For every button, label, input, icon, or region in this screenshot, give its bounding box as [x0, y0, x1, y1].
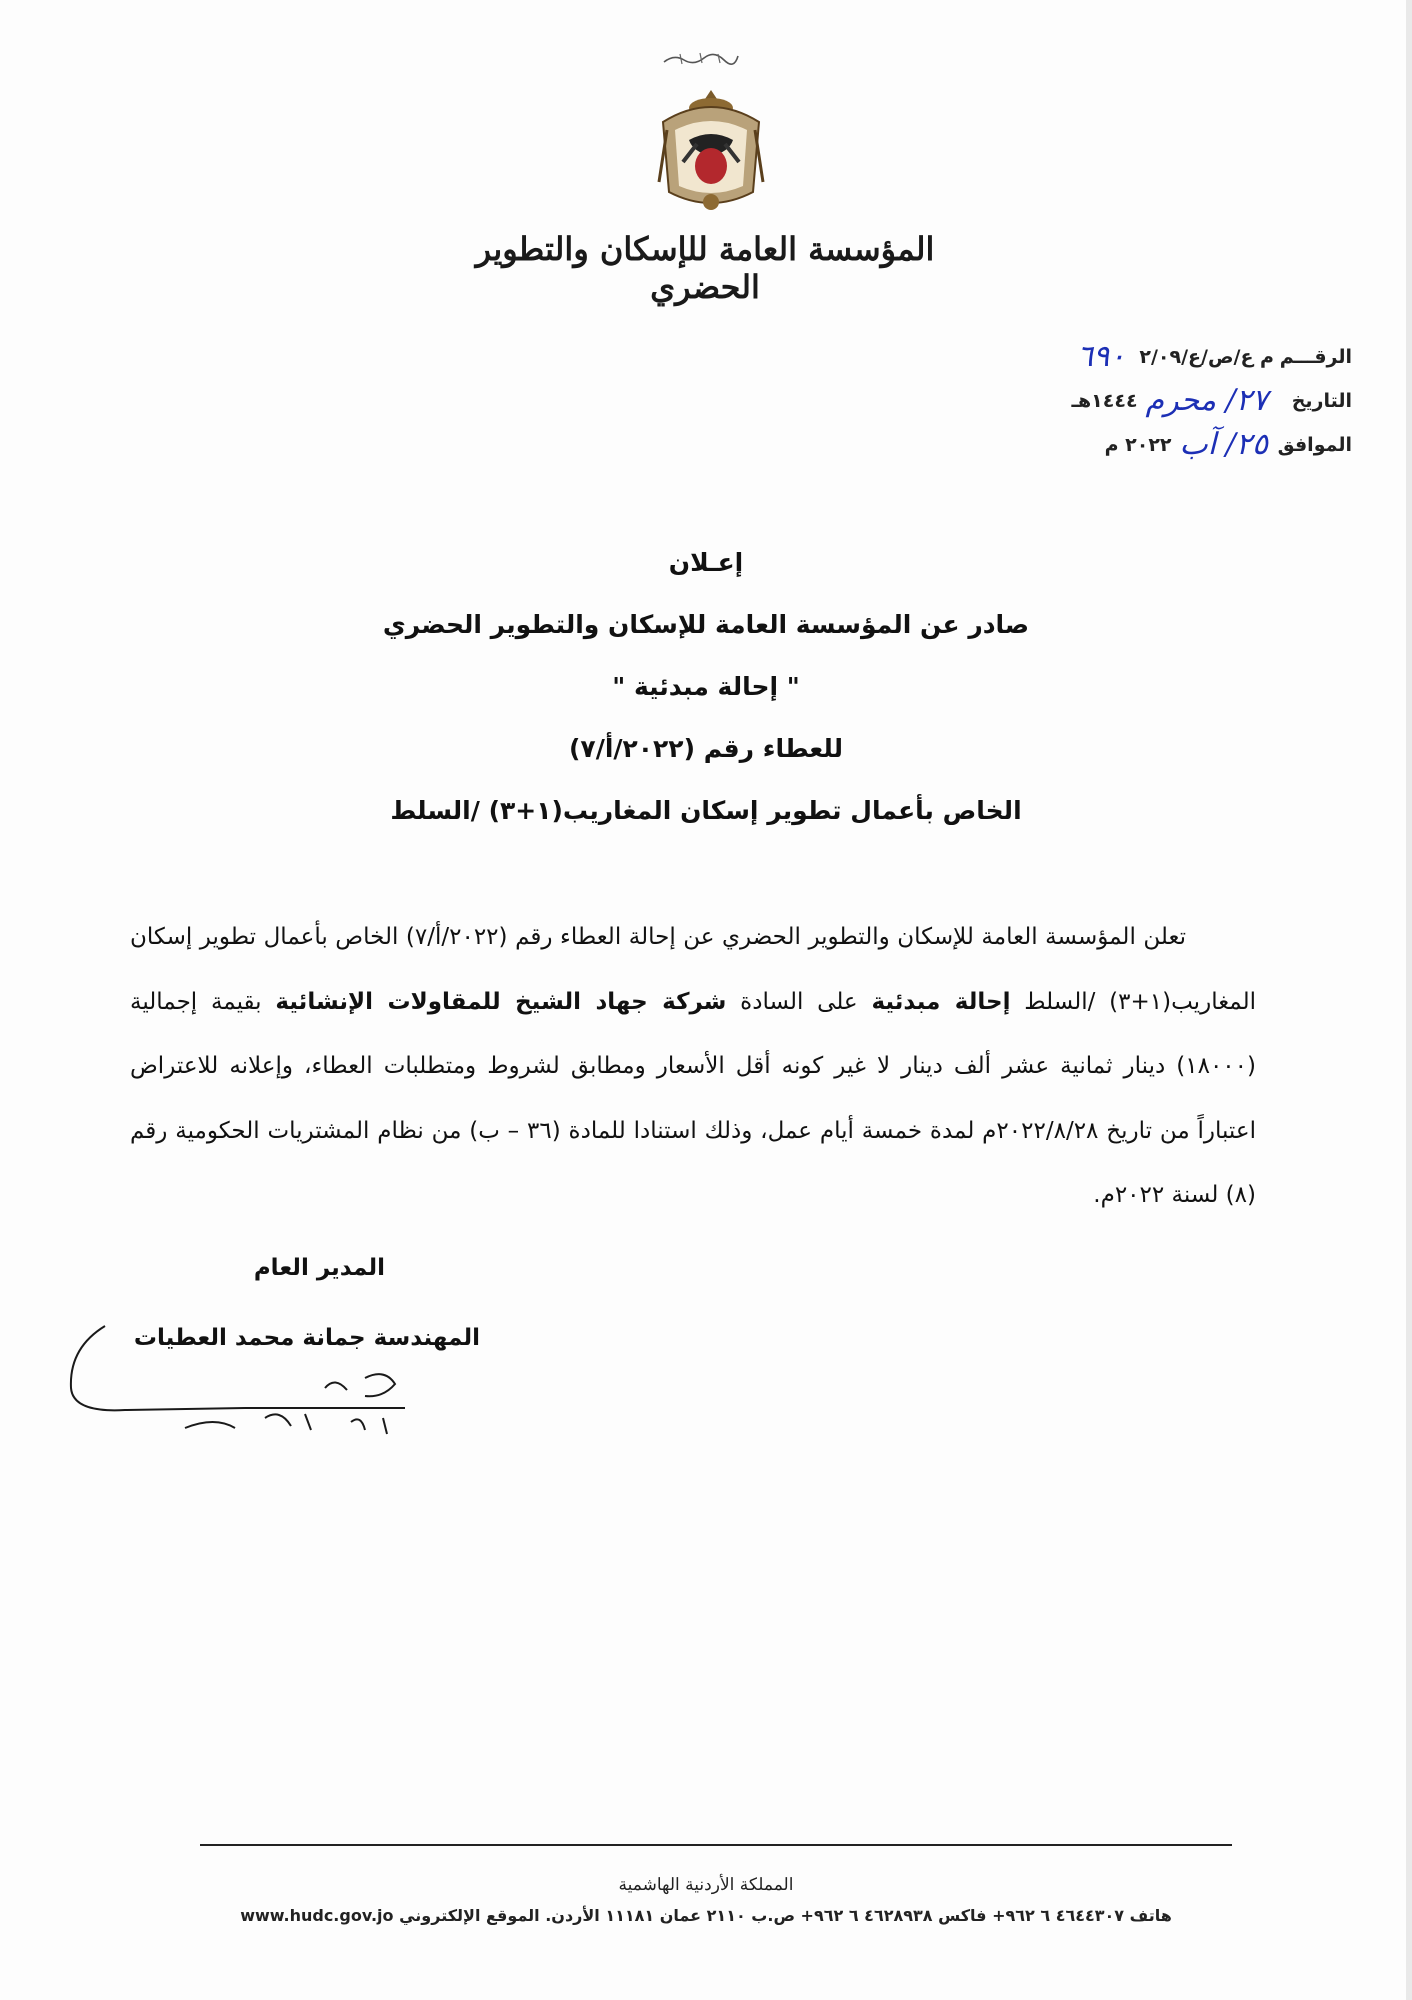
- footer-contact: [0, 1906, 1412, 1925]
- footer-country: المملكة الأردنية الهاشمية: [618, 1875, 794, 1895]
- reference-number-value: م ع/ص/ع/٢/٠٩: [1139, 346, 1274, 368]
- reference-block: [932, 335, 1352, 467]
- announcement-body: [130, 905, 1256, 1228]
- body-paragraph: [130, 905, 1256, 1228]
- body-bold-company: شركة جهاد الشيخ للمقاولات الإنشائية: [275, 988, 727, 1015]
- tender-number: للعطاء رقم (٢٠٢٢/أ/٧): [568, 734, 844, 763]
- body-bold-award: إحالة مبدئية: [871, 988, 1011, 1015]
- footer-divider: [200, 1844, 1232, 1846]
- crest-caption-calligraphy: [660, 48, 740, 68]
- reference-number-handwritten: ٦٩٠: [1077, 339, 1126, 374]
- jordan-royal-crest-icon: [653, 82, 769, 222]
- body-part-2: على السادة: [726, 988, 872, 1015]
- footer-contact-text: هاتف ٤٦٤٤٣٠٧ ٦ ٩٦٢+ فاكس ٤٦٢٨٩٣٨ ٦ ٩٦٢+ ص.ب ٢١١٠ عمان ١١١٨١ الأردن. الموقع الإلكتروني: [399, 1906, 1172, 1925]
- reference-gregorian-row: [932, 423, 1352, 467]
- page-edge-shadow: [1406, 0, 1412, 2000]
- reference-number-row: [932, 335, 1352, 379]
- body-part-1: تعلن المؤسسة العامة للإسكان والتطوير الحضري عن إحالة العطاء رقم (٢٠٢٢/أ/٧) الخاص بأعمال تطوير إسكان المغاريب(١+٣) /السلط: [130, 924, 1256, 1015]
- footer-website-link[interactable]: www.hudc.gov.jo: [240, 1906, 394, 1925]
- reference-hijri-row: [932, 379, 1352, 423]
- organization-title: المؤسسة العامة للإسكان والتطوير الحضري: [475, 230, 935, 306]
- announcement-issuer: صادر عن المؤسسة العامة للإسكان والتطوير الحضري: [382, 610, 1030, 639]
- announcement-heading: إعـلان: [668, 548, 744, 577]
- body-part-3: بقيمة إجمالية (١٨٠٠٠) دينار ثمانية عشر ألف دينار لا غير كونه أقل الأسعار ومطابق لشروط ومتطلبات العطاء، وإعلانه للاعتراض اعتباراً من تاريخ ٢٠٢٢/٨/٢٨م لمدة خمسة أيام عمل، وذلك استنادا للمادة (٣٦ – ب) من نظام المشتريات الحكومية رقم (٨) لسنة ٢٠٢٢م.: [130, 988, 1256, 1208]
- project-title: الخاص بأعمال تطوير إسكان المغاريب(١+٣) /السلط: [390, 796, 1022, 825]
- reference-number-label: الرقـــم: [1279, 346, 1352, 368]
- announcement-subject: " إحالة مبدئية ": [612, 672, 800, 701]
- handwritten-signature: [65, 1318, 445, 1438]
- announcement-titles: [0, 532, 1412, 842]
- reference-date-label: التاريخ: [1291, 390, 1352, 412]
- reference-gregorian-year: ٢٠٢٢ م: [1104, 434, 1172, 456]
- signature-title: المدير العام: [253, 1255, 385, 1281]
- reference-hijri-handwritten: ٢٧/ محرم: [1145, 383, 1268, 418]
- signature-name: المهندسة جمانة محمد العطيات: [133, 1325, 480, 1351]
- reference-corresponding-label: الموافق: [1277, 434, 1352, 456]
- reference-gregorian-handwritten: ٢٥/ آب: [1179, 427, 1268, 462]
- reference-hijri-year: ١٤٤٤هـ: [1071, 390, 1138, 412]
